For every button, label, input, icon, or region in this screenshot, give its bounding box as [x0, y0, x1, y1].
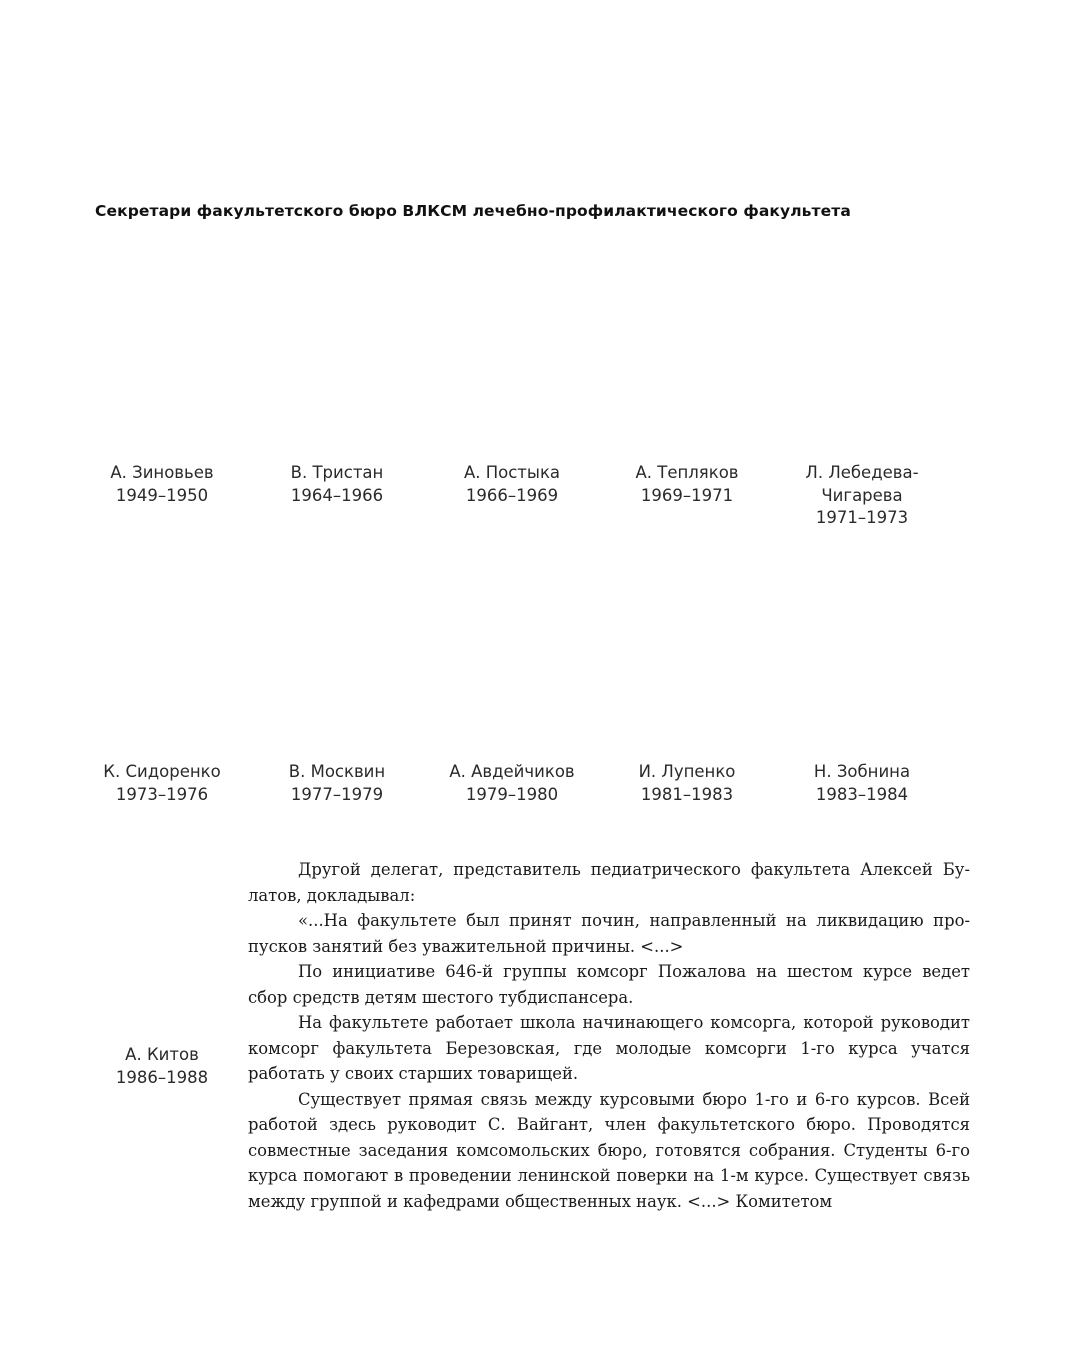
caption-years: 1979–1980	[465, 784, 559, 804]
paragraph: «...На факультете был принят почин, направленный на ликвидацию пропусков занятий без уважительной причины. <...>	[248, 911, 970, 956]
caption-years: 1973–1976	[115, 784, 209, 804]
caption-name: А. Авдейчиков	[449, 762, 575, 781]
caption-years: 1969–1971	[640, 485, 734, 505]
caption-teplyakov	[602, 462, 772, 507]
caption-years: 1964–1966	[290, 485, 384, 505]
caption-postyka	[427, 462, 597, 507]
caption-years: 1977–1979	[290, 784, 384, 804]
caption-zinoviev	[77, 462, 247, 507]
caption-name: В. Москвин	[288, 762, 386, 781]
body-text	[248, 857, 970, 1214]
paragraph: По инициативе 646-й группы комсорг Пожалова на шестом курсе ведет сбор средств детям шестого тубдиспансера.	[248, 962, 970, 1007]
caption-avdeychikov	[427, 761, 597, 806]
caption-years: 1983–1984	[815, 784, 909, 804]
caption-name: К. Сидоренко	[103, 762, 221, 781]
caption-name: А. Китов	[125, 1045, 199, 1064]
caption-years: 1981–1983	[640, 784, 734, 804]
caption-name: И. Лупенко	[638, 762, 736, 781]
caption-years: 1949–1950	[115, 485, 209, 505]
caption-name: А. Постыка	[463, 463, 561, 482]
caption-lupenko	[602, 761, 772, 806]
caption-lebedeva-chigareva	[777, 462, 947, 530]
caption-name: А. Зиновьев	[110, 463, 214, 482]
caption-name: А. Тепляков	[635, 463, 739, 482]
paragraph: Существует прямая связь между курсовыми бюро 1-го и 6-го курсов. Всей работой здесь руководит С. Вайгант, член факультетского бюро. Проводятся совместные заседания комсомольских бюро, готовятся собрания. Студенты 6-го курса помогают в проведении ленинской поверки на 1-м курсе. Существует связь между группой и кафедрами общественных наук. <...> Комитетом	[248, 1089, 970, 1211]
paragraph: На факультете работает школа начинающего комсорга, которой руководит комсорг факультета Березовская, где молодые комсорги 1-го курса учатся работать у своих старших товарищей.	[248, 1013, 970, 1083]
caption-zobnina	[777, 761, 947, 806]
caption-name: Л. Лебедева-	[805, 463, 919, 482]
caption-tristan	[252, 462, 422, 507]
paragraph: Другой делегат, представитель педиатрического факультета Алексей Булатов, докладывал:	[248, 860, 970, 905]
caption-moskvin	[252, 761, 422, 806]
caption-name: Н. Зобнина	[813, 762, 911, 781]
caption-name-cont: Чигарева	[821, 485, 903, 505]
caption-years: 1971–1973	[815, 508, 909, 527]
caption-years: 1966–1969	[465, 485, 559, 505]
caption-years: 1986–1988	[115, 1067, 209, 1087]
caption-name: В. Тристан	[290, 463, 384, 482]
caption-sidorenko	[77, 761, 247, 806]
caption-kitov	[77, 1044, 247, 1089]
page-heading: Секретари факультетского бюро ВЛКСМ лечебно-профилактического факультета	[95, 202, 851, 220]
